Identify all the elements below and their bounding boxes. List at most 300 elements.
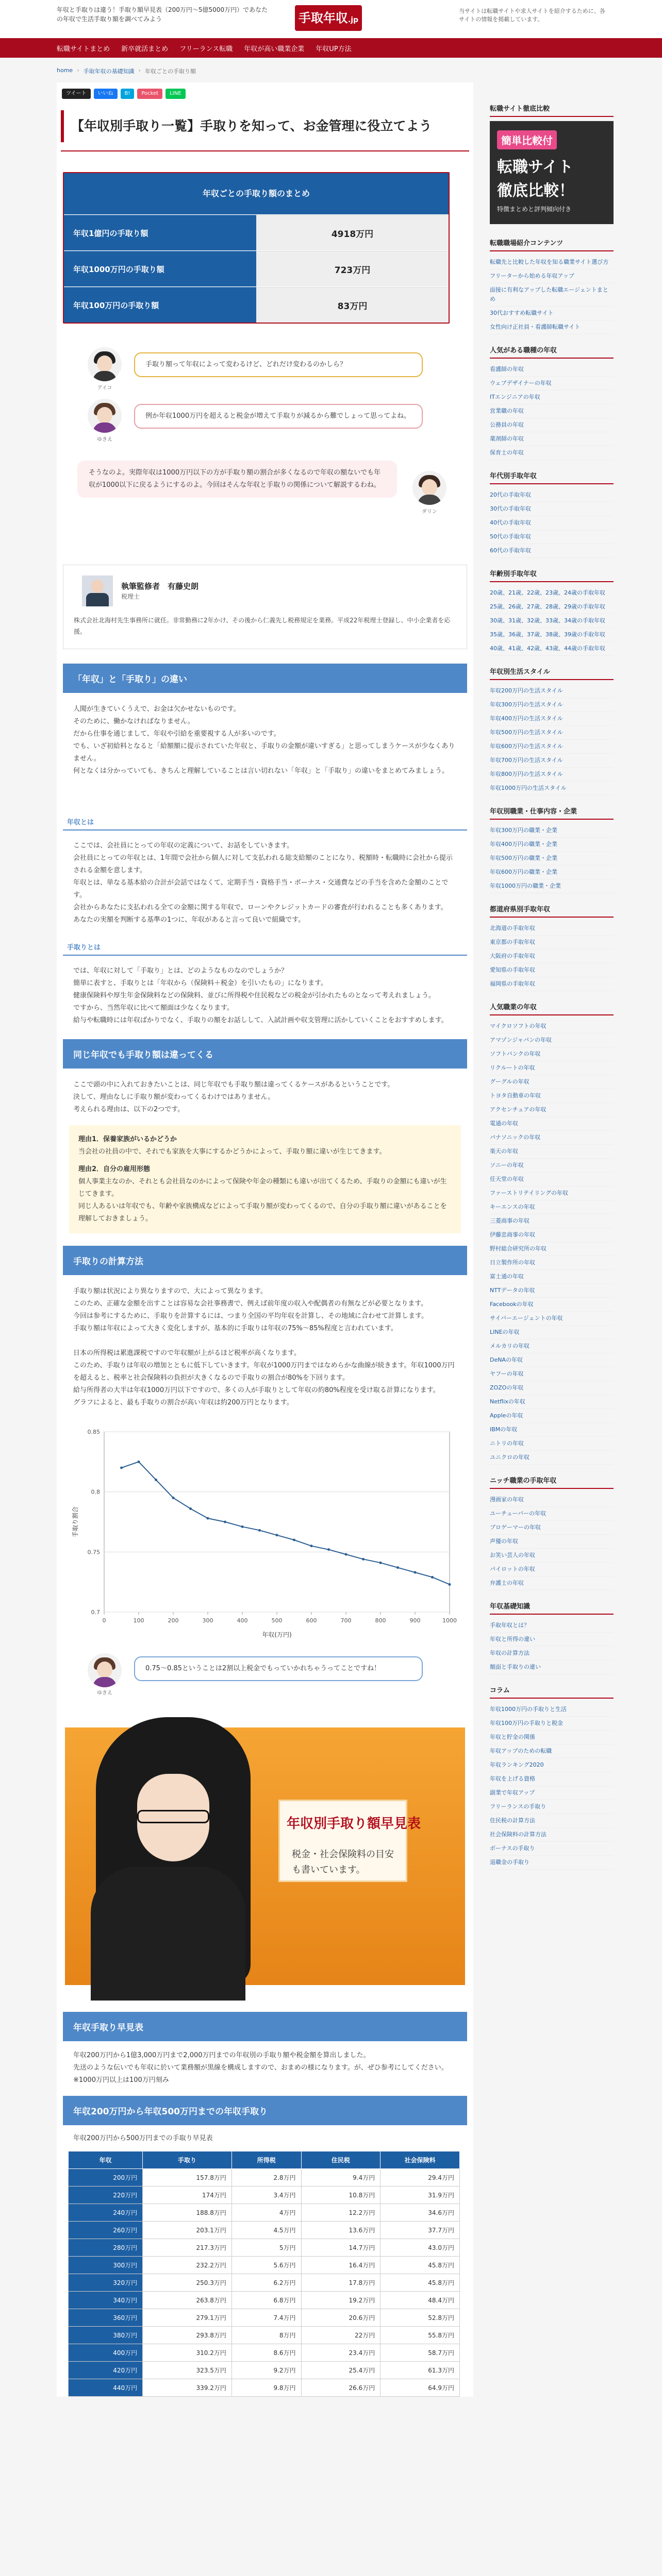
table-cell: 10.8万円 <box>301 2187 380 2204</box>
table-cell: 420万円 <box>69 2362 143 2379</box>
table-cell: 380万円 <box>69 2327 143 2344</box>
sidebar-link[interactable]: 電通の年収 <box>490 1117 614 1131</box>
sidebar-link[interactable]: 富士通の年収 <box>490 1270 614 1284</box>
sidebar-section <box>490 568 614 656</box>
sidebar-link[interactable]: ソフトバンクの年収 <box>490 1047 614 1061</box>
share-buttons <box>57 82 473 99</box>
sidebar-section-title: 転職職場紹介コンテンツ <box>490 238 614 251</box>
sidebar-link[interactable]: 声優の年収 <box>490 1535 614 1549</box>
sidebar-link[interactable]: 年収700万円の生活スタイル <box>490 754 614 768</box>
table-cell: 174万円 <box>143 2187 232 2204</box>
sidebar-section-title: 人気がある職種の年収 <box>490 345 614 359</box>
table-cell: 8万円 <box>231 2327 301 2344</box>
table-cell: 293.8万円 <box>143 2327 232 2344</box>
line-button[interactable]: LINE <box>166 89 185 99</box>
table-cell: 250.3万円 <box>143 2274 232 2292</box>
data-point <box>310 1545 313 1547</box>
sidebar-link[interactable]: 弁護士の年収 <box>490 1577 614 1590</box>
column-header: 所得税 <box>231 2151 301 2169</box>
ad-badge: 簡単比較付 <box>497 130 557 149</box>
sidebar-section-title: 年代別手取年収 <box>490 470 614 484</box>
reason-title: 理由2．自分の雇用形態 <box>78 1165 151 1173</box>
summary-label: 年収1億円の手取り額 <box>64 215 256 250</box>
sidebar <box>490 103 614 1880</box>
data-point <box>327 1548 330 1551</box>
banner-line: 税金・社会保険料の目安 <box>292 1849 394 1860</box>
table-cell: 52.8万円 <box>380 2309 460 2327</box>
table-cell: 232.2万円 <box>143 2257 232 2274</box>
sidebar-section-title: 都道府県別手取年収 <box>490 904 614 918</box>
table-cell: 20.6万円 <box>301 2309 380 2327</box>
nav-item-high-income[interactable]: 年収が高い職業企業 <box>244 45 305 53</box>
pocket-button[interactable]: Pocket <box>137 89 162 99</box>
sidebar-link[interactable]: 年収1000万円の生活スタイル <box>490 782 614 795</box>
data-point <box>449 1583 451 1586</box>
sidebar-link[interactable]: 25歳、26歳、27歳、28歳、29歳の手取年収 <box>490 600 614 614</box>
table-cell: 4.5万円 <box>231 2222 301 2239</box>
sidebar-link[interactable]: 福岡県の手取年収 <box>490 977 614 991</box>
x-tick-label: 600 <box>306 1617 317 1624</box>
avatar-name: ダリン <box>422 509 437 515</box>
x-tick-label: 500 <box>271 1617 283 1624</box>
sidebar-link[interactable]: アクセンチュアの年収 <box>490 1103 614 1117</box>
table-row <box>69 2379 460 2397</box>
sidebar-section <box>490 1002 614 1465</box>
table-cell: 7.4万円 <box>231 2309 301 2327</box>
table-cell: 2.8万円 <box>231 2169 301 2187</box>
sidebar-link[interactable]: 女性向け正社員・看護師転職サイト <box>490 320 614 334</box>
sidebar-section <box>490 1601 614 1674</box>
column-header: 手取り <box>143 2151 232 2169</box>
speech-bubble: 例か年収1000万円を超えると税金が増えて手取りが減るから難でしょって思ってよね。 <box>134 404 423 429</box>
banner-line: も書いています。 <box>292 1865 366 1875</box>
sidebar-link[interactable]: ボーナスの手取り <box>490 1842 614 1856</box>
sidebar-link[interactable]: 年収を上げる資格 <box>490 1772 614 1786</box>
sidebar-link[interactable]: ソニーの年収 <box>490 1159 614 1173</box>
sidebar-link[interactable]: 20歳、21歳、22歳、23歳、24歳の手取年収 <box>490 586 614 600</box>
sidebar-link[interactable]: 大阪府の手取年収 <box>490 950 614 963</box>
sidebar-link[interactable]: 保育士の年収 <box>490 446 614 460</box>
table-cell: 55.8万円 <box>380 2327 460 2344</box>
facebook-like-button[interactable]: いいね <box>94 89 118 99</box>
paragraph: では、年収に対して「手取り」とは、どのようなものなのでしょうか？ 簡単に表すと、手取りとは「年収から（保険料＋税金）を引いたもの」になります。 健康保険料や厚生年金保険料などの保険料、並びに所得税や住民税などの税金が引かれたものとなって考えれましょう。 ですから、当然年収に比べて額面は少なくなります。 給与や転職時には年収ばかりでなく、手取りの額をお話しして、入試計画や収支管理に活かしていくことをおすすめします。 <box>73 967 448 1024</box>
sidebar-link[interactable]: 35歳、36歳、37歳、38歳、39歳の手取年収 <box>490 628 614 642</box>
supervisor-fullname: 有藤史朗 <box>168 582 199 591</box>
sidebar-link[interactable]: 年収300万円の職業・企業 <box>490 824 614 838</box>
sidebar-link[interactable]: ファーストリテイリングの年収 <box>490 1187 614 1200</box>
summary-value: 83万円 <box>256 287 449 323</box>
table-cell: 260万円 <box>69 2222 143 2239</box>
data-point <box>241 1526 244 1528</box>
sidebar-section-title: 年収別生活スタイル <box>490 666 614 680</box>
x-tick-label: 200 <box>168 1617 179 1624</box>
sidebar-link[interactable]: グーグルの年収 <box>490 1075 614 1089</box>
table-row <box>69 2309 460 2327</box>
title-divider <box>61 150 469 151</box>
x-axis-label: 年収(万円) <box>262 1631 292 1638</box>
sidebar-link[interactable]: 任天堂の年収 <box>490 1173 614 1187</box>
reason-title: 理由1．保養家族がいるかどうか <box>78 1136 177 1143</box>
table-cell: 340万円 <box>69 2292 143 2309</box>
data-point <box>396 1566 399 1569</box>
sidebar-link[interactable]: フリーランスの手取り <box>490 1800 614 1814</box>
column-header: 年収 <box>69 2151 143 2169</box>
table-row <box>69 2222 460 2239</box>
sidebar-link[interactable]: 年収1000万円の手取りと生活 <box>490 1703 614 1717</box>
sidebar-link[interactable]: 看護師の年収 <box>490 363 614 377</box>
sidebar-link[interactable]: ウェブデザイナーの年収 <box>490 377 614 391</box>
sidebar-title: 転職サイト徹底比較 <box>490 103 614 117</box>
nav-item-freelance[interactable]: フリーランス転職 <box>179 45 233 53</box>
sidebar-link[interactable]: ユニクロの年収 <box>490 1451 614 1465</box>
sidebar-link[interactable]: お笑い芸人の年収 <box>490 1549 614 1563</box>
breadcrumb-category[interactable]: 手取年収の基礎知識 <box>83 68 135 75</box>
reason-text: 当会社の社員の中で、それでも家族を大事にするかどうかによって、手取り額に違いが生じてきます。 <box>78 1148 386 1156</box>
sidebar-section <box>490 345 614 460</box>
take-home-ratio-chart <box>68 1421 462 1643</box>
table-cell: 45.8万円 <box>380 2257 460 2274</box>
sidebar-link[interactable]: Appleの年収 <box>490 1409 614 1423</box>
ad-headline: 徹底比較！ <box>497 182 574 200</box>
table-cell: 157.8万円 <box>143 2169 232 2187</box>
sidebar-link[interactable]: LINEの年収 <box>490 1326 614 1340</box>
table-cell: 5万円 <box>231 2239 301 2257</box>
sidebar-link[interactable]: フリーターから始める年収アップ <box>490 269 614 283</box>
table-cell: 31.9万円 <box>380 2187 460 2204</box>
sidebar-link[interactable]: 年収と所得の違い <box>490 1633 614 1647</box>
sidebar-link[interactable]: ヤフーの年収 <box>490 1367 614 1381</box>
table-cell: 29.4万円 <box>380 2169 460 2187</box>
sidebar-link[interactable]: 退職金の手取り <box>490 1856 614 1870</box>
avatar-name: ゆきえ <box>97 1690 112 1696</box>
subsection-heading: 年収とは <box>63 814 467 831</box>
speech-bubble: 手取り額って年収によって変わるけど、どれだけ変わるのかしら？ <box>134 352 423 377</box>
sidebar-link[interactable]: 公務員の年収 <box>490 418 614 432</box>
sidebar-link[interactable]: 30代おすすめ転職サイト <box>490 307 614 320</box>
nav-item-income-up[interactable]: 年収UP方法 <box>316 45 352 53</box>
sidebar-link[interactable]: 30代の手取年収 <box>490 502 614 516</box>
table-row <box>69 2204 460 2222</box>
paragraph-note: ※1000万円以上は100万円刻み <box>73 2076 169 2084</box>
sidebar-link[interactable]: 面接に有利なアップした転職エージェントまとめ <box>490 283 614 307</box>
banner-title: 年収別手取り額早見表 <box>287 1816 421 1832</box>
sidebar-link[interactable]: 額面と手取りの違い <box>490 1660 614 1674</box>
data-point <box>345 1553 347 1556</box>
reason-text: 個人事業主なのか、それとも会社員なのかによって保険や年金の種類にも違いが出てくるため、手取りの金額にも違いが生じてきます。 同じ人あるいは年収でも、年齢や家族構成などによって手取り額が変わってくるので、自分の手取り額に違いがあることを理解しておきましょう。 <box>78 1178 447 1223</box>
sidebar-link[interactable]: 年収800万円の生活スタイル <box>490 768 614 782</box>
article <box>57 82 473 2397</box>
table-cell: 14.7万円 <box>301 2239 380 2257</box>
site-header <box>0 0 662 38</box>
table-cell: 16.4万円 <box>301 2257 380 2274</box>
sidebar-link[interactable]: 年収ランキング2020 <box>490 1758 614 1772</box>
sidebar-link[interactable]: 営業職の年収 <box>490 404 614 418</box>
column-header: 社会保険料 <box>380 2151 460 2169</box>
table-cell: 280万円 <box>69 2239 143 2257</box>
sidebar-link[interactable]: Facebookの年収 <box>490 1298 614 1312</box>
sidebar-link[interactable]: 愛知県の手取年収 <box>490 963 614 977</box>
table-cell: 240万円 <box>69 2204 143 2222</box>
table-row <box>69 2362 460 2379</box>
table-cell: 9.2万円 <box>231 2362 301 2379</box>
supervisor-label: 執筆監修者 <box>121 582 160 591</box>
breadcrumb-home[interactable]: home <box>57 67 73 74</box>
paragraph: ここで頭の中に入れておきたいことは、同じ年収でも手取り額は違ってくるケースがあるということです。 決して、理由なしに手取り額が変わってくるわけではありません。 考えられる理由は、以下の2つです。 <box>73 1081 394 1113</box>
nav-item-job-sites[interactable]: 転職サイトまとめ <box>57 45 110 53</box>
sidebar-link[interactable]: リクルートの年収 <box>490 1061 614 1075</box>
sidebar-section <box>490 1685 614 1870</box>
sidebar-link[interactable]: 野村総合研究所の年収 <box>490 1242 614 1256</box>
sidebar-link[interactable]: DeNAの年収 <box>490 1353 614 1367</box>
sidebar-link[interactable]: 年収200万円の生活スタイル <box>490 684 614 698</box>
data-point <box>431 1576 434 1579</box>
table-row <box>69 2169 460 2187</box>
data-point <box>189 1507 192 1510</box>
sidebar-section <box>490 806 614 893</box>
sidebar-link[interactable]: 年収600万円の生活スタイル <box>490 740 614 754</box>
summary-row <box>64 286 449 323</box>
table-cell: 19.2万円 <box>301 2292 380 2309</box>
site-logo[interactable] <box>295 5 362 31</box>
summary-value: 4918万円 <box>256 215 449 250</box>
table-cell: 23.4万円 <box>301 2344 380 2362</box>
sidebar-link[interactable]: 楽天の年収 <box>490 1145 614 1159</box>
table-row <box>69 2274 460 2292</box>
table-cell: 400万円 <box>69 2344 143 2362</box>
sidebar-link[interactable]: 40歳、41歳、42歳、43歳、44歳の手取年収 <box>490 642 614 656</box>
sidebar-link[interactable]: 年収400万円の職業・企業 <box>490 838 614 852</box>
sidebar-link[interactable]: 住民税の計算方法 <box>490 1814 614 1828</box>
sidebar-link[interactable]: IBMの年収 <box>490 1423 614 1437</box>
table-body <box>69 2169 460 2397</box>
sidebar-link[interactable]: ZOZOの年収 <box>490 1381 614 1395</box>
sidebar-section-title: コラム <box>490 1685 614 1699</box>
sidebar-link[interactable]: キーエンスの年収 <box>490 1200 614 1214</box>
table-cell: 310.2万円 <box>143 2344 232 2362</box>
data-point <box>414 1571 417 1574</box>
table-cell: 5.6万円 <box>231 2257 301 2274</box>
x-tick-label: 1000 <box>442 1617 457 1624</box>
sidebar-link[interactable]: 年収と貯金の関係 <box>490 1731 614 1744</box>
sidebar-link[interactable]: サイバーエージェントの年収 <box>490 1312 614 1326</box>
table-cell: 37.7万円 <box>380 2222 460 2239</box>
table-cell: 217.3万円 <box>143 2239 232 2257</box>
summary-row <box>64 250 449 286</box>
summary-label: 年収1000万円の手取り額 <box>64 251 256 286</box>
sidebar-section-title: 年齢別手取年収 <box>490 568 614 582</box>
section-heading: 「年収」と「手取り」の違い <box>63 664 467 693</box>
table-cell: 13.6万円 <box>301 2222 380 2239</box>
sidebar-link[interactable]: 伊藤忠商事の年収 <box>490 1228 614 1242</box>
y-tick-label: 0.85 <box>87 1429 100 1435</box>
sidebar-link[interactable]: 30歳、31歳、32歳、33歳、34歳の手取年収 <box>490 614 614 628</box>
table-cell: 9.4万円 <box>301 2169 380 2187</box>
sidebar-link[interactable]: 社会保険料の計算方法 <box>490 1828 614 1842</box>
table-cell: 6.8万円 <box>231 2292 301 2309</box>
sidebar-link[interactable]: ITエンジニアの年収 <box>490 391 614 404</box>
table-cell: 279.1万円 <box>143 2309 232 2327</box>
table-row <box>69 2327 460 2344</box>
breadcrumb-separator: › <box>138 67 141 74</box>
table-row <box>69 2239 460 2257</box>
y-axis-label: 手取り割合 <box>72 1506 79 1538</box>
sidebar-link[interactable]: 年収500万円の生活スタイル <box>490 726 614 740</box>
sidebar-section <box>490 666 614 795</box>
logo-text: 手取年収 <box>298 11 348 25</box>
data-point <box>379 1562 382 1564</box>
table-cell: 25.4万円 <box>301 2362 380 2379</box>
table-cell: 300万円 <box>69 2257 143 2274</box>
ad-headline: 転職サイト <box>497 158 573 176</box>
table-row <box>69 2257 460 2274</box>
sidebar-link[interactable]: 年収アップのための転職 <box>490 1744 614 1758</box>
hero-banner[interactable] <box>65 1712 465 2001</box>
table-header-row <box>69 2151 460 2169</box>
paragraph: 年収200万円から1億3,000万円まで2,000万円までの年収別の手取り額や税金額を算出しました。 先送のような伝いでも年収に於いて業務額が黒線を構成しますので、おまめの様になります。が、ぜひ参考にしてください。 <box>73 2052 448 2072</box>
table-cell: 220万円 <box>69 2187 143 2204</box>
table-cell: 45.8万円 <box>380 2274 460 2292</box>
sidebar-link[interactable]: 年収500万円の職業・企業 <box>490 852 614 866</box>
table-cell: 188.8万円 <box>143 2204 232 2222</box>
x-tick-label: 800 <box>375 1617 386 1624</box>
sidebar-link[interactable]: 年収の計算方法 <box>490 1647 614 1660</box>
sidebar-link[interactable]: 漫画家の年収 <box>490 1493 614 1507</box>
data-point <box>362 1558 365 1561</box>
y-tick-label: 0.75 <box>87 1549 100 1556</box>
plot-area <box>104 1432 450 1612</box>
sidebar-section-title: 人気職業の年収 <box>490 1002 614 1015</box>
sidebar-link[interactable]: 年収100万円の手取りと税金 <box>490 1717 614 1731</box>
sidebar-link[interactable]: 転職先と比較した年収を知る職業サイト選び方 <box>490 256 614 269</box>
x-tick-label: 700 <box>340 1617 352 1624</box>
sidebar-link[interactable]: 日立製作所の年収 <box>490 1256 614 1270</box>
data-point <box>224 1521 226 1523</box>
table-cell: 6.2万円 <box>231 2274 301 2292</box>
table-cell: 323.5万円 <box>143 2362 232 2379</box>
column-header: 住民税 <box>301 2151 380 2169</box>
summary-label: 年収100万円の手取り額 <box>64 287 256 323</box>
data-point <box>172 1497 175 1499</box>
dialogue-comment <box>67 1653 463 1700</box>
avatar-yukie <box>88 399 122 433</box>
sidebar-section <box>490 470 614 558</box>
tweet-button[interactable]: ツイート <box>62 89 91 99</box>
breadcrumb-separator: › <box>77 67 79 74</box>
table-cell: 9.8万円 <box>231 2379 301 2397</box>
summary-head: 年収ごとの手取り額のまとめ <box>64 173 449 214</box>
sidebar-link[interactable]: 年収400万円の生活スタイル <box>490 712 614 726</box>
supervisor-bio: 株式会社北海村先生事務所に就任。非常勤務に2年かけ、その後から仁義先し税務規定を業務。平成22年税理士登録し、中小企業者を応援。 <box>74 617 451 635</box>
table-cell: 4万円 <box>231 2204 301 2222</box>
sidebar-link[interactable]: パナソニックの年収 <box>490 1131 614 1145</box>
table-cell: 203.1万円 <box>143 2222 232 2239</box>
site-disclaimer: 当サイトは転職サイトや求人サイトを紹介するために、各サイトの情報を掲載しています。 <box>459 8 605 23</box>
sidebar-link[interactable]: NTTデータの年収 <box>490 1284 614 1298</box>
sidebar-link[interactable]: 副業で年収アップ <box>490 1786 614 1800</box>
sidebar-link[interactable]: 東京都の手取年収 <box>490 936 614 950</box>
table-cell: 320万円 <box>69 2274 143 2292</box>
sidebar-link[interactable]: アマゾンジャパンの年収 <box>490 1033 614 1047</box>
site-tagline: 年収と手取りは違う！手取り額早見表（200万円〜5億5000万円）であなたの年収で生活手取り額を調べてみよう <box>57 6 268 23</box>
sidebar-link[interactable]: 年収1000万円の職業・企業 <box>490 879 614 893</box>
y-tick-label: 0.7 <box>91 1609 100 1616</box>
table-cell: 48.4万円 <box>380 2292 460 2309</box>
sidebar-link[interactable]: ユーチューバーの年収 <box>490 1507 614 1521</box>
page-title: 【年収別手取り一覧】手取りを知って、お金管理に役立てよう <box>61 110 469 142</box>
supervisor-role: 税理士 <box>121 593 140 600</box>
sidebar-link[interactable]: 北海道の手取年収 <box>490 922 614 936</box>
data-point <box>276 1534 278 1536</box>
global-nav <box>0 38 662 58</box>
table-cell: 360万円 <box>69 2309 143 2327</box>
ad-caption: 特徴まとめと評判傾向付き <box>497 206 572 213</box>
x-tick-label: 100 <box>133 1617 144 1624</box>
table-cell: 34.6万円 <box>380 2204 460 2222</box>
speech-bubble: 0.75〜0.85ということは2割以上税金でもっていかれちゃうってことですね！ <box>134 1656 423 1681</box>
sidebar-link[interactable]: 20代の手取年収 <box>490 488 614 502</box>
sidebar-link[interactable]: 40代の手取年収 <box>490 516 614 530</box>
avatar-aiko <box>88 347 122 381</box>
dialogue-intro <box>67 342 463 548</box>
nav-item-new-grad[interactable]: 新卒就活まとめ <box>121 45 169 53</box>
sidebar-link[interactable]: Netflixの年収 <box>490 1395 614 1409</box>
paragraph: 人聞が生きていくうえで、お金は欠かせないものです。 そのために、働かなければなりません。 だから仕事を通じまして、年収や引給を重要視する人が多いのです。 でも、いざ初給料となると「給額額に提示されていた年収と、手取りの金額が違いすぎる」と思ってしまうケースが少なくありません。 何となくは分かっていても、きちんと理解していることは言い切れない「年収」と「手取り」の違いをまとめてみましょう。 <box>73 705 455 775</box>
sidebar-link[interactable]: 手取年収とは？ <box>490 1619 614 1633</box>
summary-value: 723万円 <box>256 251 449 286</box>
x-tick-label: 0 <box>102 1617 106 1624</box>
sidebar-link[interactable]: 年収600万円の職業・企業 <box>490 866 614 879</box>
supervisor-name <box>121 581 198 591</box>
supervisor-photo <box>82 575 113 606</box>
sidebar-link[interactable]: ニトリの年収 <box>490 1437 614 1451</box>
sidebar-link[interactable]: 三菱商事の年収 <box>490 1214 614 1228</box>
sidebar-link[interactable]: 60代の手取年収 <box>490 544 614 558</box>
sidebar-link[interactable]: トヨタ自動車の年収 <box>490 1089 614 1103</box>
avatar-darin <box>412 471 446 505</box>
sidebar-link[interactable]: マイクロソフトの年収 <box>490 1020 614 1033</box>
sidebar-link[interactable]: 50代の手取年収 <box>490 530 614 544</box>
y-tick-label: 0.8 <box>91 1488 100 1496</box>
table-cell: 17.8万円 <box>301 2274 380 2292</box>
table-cell: 200万円 <box>69 2169 143 2187</box>
sidebar-section-title: 年収基礎知識 <box>490 1601 614 1615</box>
reasons-box <box>69 1125 461 1233</box>
avatar-name: ゆきえ <box>97 437 112 443</box>
logo-suffix: .jp <box>347 16 359 24</box>
x-tick-label: 400 <box>237 1617 248 1624</box>
sidebar-sections <box>490 238 614 1870</box>
table-cell: 26.6万円 <box>301 2379 380 2397</box>
sidebar-section-title: ニッチ職業の手取年収 <box>490 1475 614 1489</box>
sidebar-link[interactable]: メルカリの年収 <box>490 1340 614 1353</box>
paragraph: ここでは、会社員にとっての年収の定義について、お話をしていきます。 会社員にとっての年収とは、1年間で会社から個人に対して支払われる総支給額のことになり、税額時・転職時に会社から提示される金額を意します。 年収とは、単なる基本給の合計が会話ではなくて、定期手当・資格手当・ボーナス・交通費などの手当を含めた金額のことです。 会社からあなたに支払われる全ての金額に関する年収で、ローンやクレジットカードの審査が行われることも多くあります。 あなたの実額を判断する基準の1つに、年収があると言って良いで組織です。 <box>73 842 453 924</box>
sidebar-link[interactable]: 薬剤師の年収 <box>490 432 614 446</box>
summary-row <box>64 214 449 250</box>
table-cell: 43.0万円 <box>380 2239 460 2257</box>
sidebar-link[interactable]: パイロットの年収 <box>490 1563 614 1577</box>
sidebar-ad-banner[interactable] <box>490 121 614 224</box>
section-heading: 年収200万円から年収500万円までの年収手取り <box>63 2096 467 2125</box>
table-cell: 263.8万円 <box>143 2292 232 2309</box>
paragraph: 手取り額は状況により異なりますので、大によって異なります。 このため、正確な金額を出すことは容易な会社事務書で、例えば前年度の収入や配偶者の有無などが必要となります。 今回は参考にするために、手取りを計算するには、つまり全国の平均年収を計算し、その地域に合わせて計算します。 手取り額は年収によって大きく変化しますが、基本的に手取りは年収の75%〜85%程度と言われています。 日本の所得税は累進課税ですので年収額が上がるほど税率が高くなります。 このため、手取りは年収の増加とともに低下していきます。年収が1000万円まではなめらかな曲線が続きます。年収1000万円を超えると、税率と社会保険料の負担が大きくなるので手取りの割合が80%を下回ります。 給与所得者の大半は年収1000万円以下ですので、多くの人が手取りとして年収の約80%程度を受け取る計算になります。 グラフによると、最も手取りの割合が高い年収は約200万円となります。 <box>73 1287 455 1406</box>
table-row <box>69 2292 460 2309</box>
x-tick-label: 300 <box>202 1617 213 1624</box>
chart-svg <box>68 1421 460 1643</box>
hatena-button[interactable]: B! <box>121 89 135 99</box>
sidebar-link[interactable]: 年収300万円の生活スタイル <box>490 698 614 712</box>
data-point <box>120 1467 123 1469</box>
sidebar-link[interactable]: プロゲーマーの年収 <box>490 1521 614 1535</box>
